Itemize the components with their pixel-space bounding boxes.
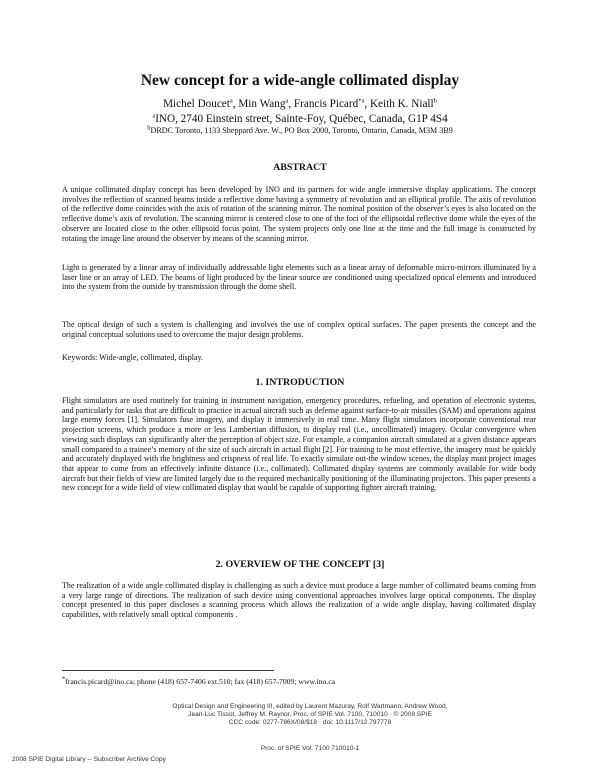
section-paragraph: The realization of a wide angle collimated display is challenging as such a device must produce a large number of collimated beams coming from a very large range of directions. The realization of such device using conventional approaches involves large optical components. The display concept presented in this paper discloses a scanning process which allows the realization of a wide angle display, having collimated display capabilities, with relatively small optical components . bbox=[62, 581, 536, 620]
paper-title: New concept for a wide-angle collimated display bbox=[140, 72, 460, 89]
footnote-text: francis.picard@ino.ca; phone (418) 657-7406 ext.510; fax (418) 657-7009; www.ino.ca bbox=[65, 677, 336, 686]
author-affiliation-mark: b bbox=[433, 97, 437, 105]
publication-info bbox=[110, 703, 510, 728]
section-heading-introduction: 1. INTRODUCTION bbox=[255, 377, 345, 388]
footnote-mark: * bbox=[62, 675, 66, 683]
author-affiliation-mark: a bbox=[285, 97, 289, 105]
keywords: Keywords: Wide-angle, collimated, display. bbox=[62, 353, 204, 362]
author-name: Min Wang bbox=[238, 98, 286, 110]
section-heading-overview: 2. OVERVIEW OF THE CONCEPT [3] bbox=[215, 559, 385, 570]
publication-line: Jean-Luc Tissot, Jeffrey M. Raynor, Proc. of SPIE Vol. 7100, 710010 · © 2008 SPIE bbox=[188, 711, 432, 719]
publication-line: CCC code: 0277-786X/08/$18 · doi: 10.1117/12.797778 bbox=[228, 719, 392, 727]
author-affiliation-mark: a bbox=[229, 97, 233, 105]
author-affiliation-mark: *a bbox=[358, 97, 365, 105]
abstract-paragraph: A unique collimated display concept has been developed by INO and its partners for wide angle immersive display applications. The concept involves the reflection of scanned beams inside a reflective dome having a symmetry of revolution and an elliptical profile. The axis of revolution of the reflective dome coincides with the axis of rotation of the scanning mirror. The nominal position of the observer’s eyes is also located on the reflective dome’s axis of revolution. The scanning mirror is centered close to one of the foci of the ellipsoidal reflective dome while the eyes of the observer are located close to the other ellipsoid focus point. The system projects only one line at the time and the full image is constructed by rotating the image line around the observer by means of the scanning mirror. bbox=[62, 185, 536, 243]
archive-note: 2008 SPIE Digital Library -- Subscriber Archive Copy bbox=[12, 756, 166, 763]
affiliation-drdc: $^b$DRDC Toronto, 1133 Sheppard Ave. W., PO Box 2000, Toronto, Ontario, Canada, M3M 3B9 bbox=[147, 124, 453, 135]
publication-line: Optical Design and Engineering III, edited by Laurent Mazuray, Rolf Wartmann, Andrew Wood, bbox=[172, 703, 448, 710]
abstract-paragraph: The optical design of such a system is challenging and involves the use of complex optical surfaces. The paper presents the concept and the original conceptual solutions used to overcome the major design problems. bbox=[62, 320, 536, 339]
abstract-paragraph: Light is generated by a linear array of individually addressable light elements such as a linear array of deformable micro-mirrors illuminated by a laser line or an array of LED. The beams of light produced by the linear source are conditioned using specialized optical elements and introduced into the system from the outside by transmission through the dome shell. bbox=[62, 263, 536, 292]
author-list: Michel Doucet$^a$, Min Wang$^a$, Francis Picard$^{*a}$, Keith K. Niall$^b$ bbox=[163, 97, 437, 110]
author-name: Michel Doucet bbox=[163, 98, 230, 110]
abstract-heading: ABSTRACT bbox=[273, 162, 327, 173]
footnote-divider bbox=[62, 670, 274, 671]
author-name: Keith K. Niall bbox=[369, 98, 434, 110]
footnote bbox=[62, 677, 335, 686]
affiliation-ino: $^a$INO, 2740 Einstein street, Sainte-Foy, Québec, Canada, G1P 4S4 bbox=[152, 112, 448, 125]
author-name: Francis Picard bbox=[293, 98, 359, 110]
section-paragraph: Flight simulators are used routinely for training in instrument navigation, emergency procedures, refueling, and operation of electronic systems, and particularly for tasks that are difficult to practice in actual aircraft such as defense against surface-to-air missiles (SAM) and operations against large enemy forces [1]. Simulators fuse imagery, and display it immersively in real time. Many flight simulators incorporate conventional rear projection screens, which produce a more or less Lambertian diffusion, to display real (i.e., uncollimated) imagery. Ocular convergence when viewing such displays can significantly alter the perception of object size. For example, a companion aircraft simulated at a given distance appears small compared to a trainee’s memory of the size of such aircraft in actual flight [2]. For training to be most effective, the imagery must be quickly and accurately displayed with the brightness and crispness of real life. To exactly simulate out-the window scenes, the display must project images that appear to come from an effectively infinite distance (i.e., collimated). Collimated display systems are commonly available for wide body aircraft but their fields of view are limited largely due to the required mechanically positioning of the illuminating projectors. This paper presents a new concept for a wide field of view collimated display that would be capable of supporting fighter aircraft training. bbox=[62, 396, 536, 493]
page-number: Proc. of SPIE Vol. 7100 710010-1 bbox=[260, 745, 360, 752]
